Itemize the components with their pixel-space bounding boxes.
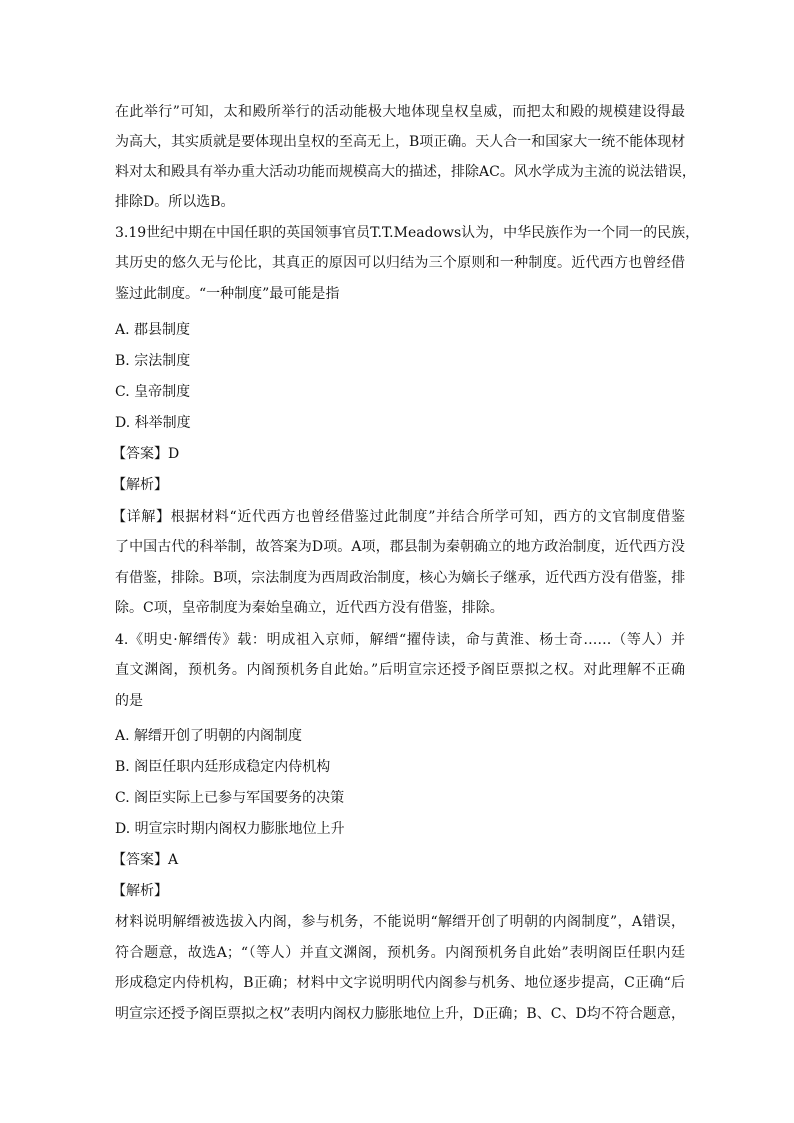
q4-stem-line-2: 直文渊阁，预机务。内阁预机务自此始。”后明宣宗还授予阁臣票拟之权。对此理解不正确 bbox=[115, 662, 685, 678]
q3-option-b: B. 宗法制度 bbox=[115, 353, 191, 369]
q3-analysis-label: 【解析】 bbox=[112, 477, 168, 493]
q2-analysis-line-3: 料对太和殿具有举办重大活动功能而规模高大的描述，排除AC。风水学成为主流的说法错误， bbox=[115, 164, 696, 180]
q3-analysis-line-4: 除。C项，皇帝制度为秦始皇确立，近代西方没有借鉴，排除。 bbox=[115, 600, 504, 616]
q4-stem-line-1: 4.《明史·解缙传》载：明成祖入京师，解缙“擢侍读，命与黄淮、杨士奇……（等人）并 bbox=[115, 632, 685, 648]
q3-stem-line-1: 3.19世纪中期在中国任职的英国领事官员T.T.Meadows认为，中华民族作为一个同一的民族， bbox=[115, 225, 700, 241]
q4-option-a: A. 解缙开创了明朝的内阁制度 bbox=[115, 728, 303, 744]
q4-option-b: B. 阁臣任职内廷形成稳定内侍机构 bbox=[115, 759, 331, 775]
q3-option-c: C. 皇帝制度 bbox=[115, 384, 191, 400]
q3-analysis-line-1: 【详解】根据材料“近代西方也曾经借鉴过此制度”并结合所学可知，西方的文官制度借鉴 bbox=[112, 509, 685, 525]
q4-analysis-line-3: 形成稳定内侍机构，B正确；材料中文字说明明代内阁参与机务、地位逐步提高，C正确“后 bbox=[115, 975, 685, 991]
q4-answer: 【答案】A bbox=[112, 852, 179, 868]
q3-answer: 【答案】D bbox=[112, 446, 180, 462]
q4-analysis-line-1: 材料说明解缙被选拔入内阁，参与机务，不能说明“解缙开创了明朝的内阁制度”，A错误， bbox=[115, 914, 685, 930]
q4-analysis-line-4: 明宣宗还授予阁臣票拟之权”表明内阁权力膨胀地位上升，D正确；B、C、D均不符合题意， bbox=[115, 1006, 685, 1022]
q2-analysis-line-4: 排除D。所以选B。 bbox=[115, 194, 235, 210]
q4-option-d: D. 明宣宗时期内阁权力膨胀地位上升 bbox=[115, 821, 345, 837]
q3-analysis-line-2: 了中国古代的科举制，故答案为D项。A项，郡县制为秦朝确立的地方政治制度，近代西方没 bbox=[115, 539, 685, 555]
q4-analysis-label: 【解析】 bbox=[112, 883, 168, 899]
q3-option-d: D. 科举制度 bbox=[115, 415, 191, 431]
q4-analysis-line-2: 符合题意，故选A；“（等人）并直文渊阁，预机务。内阁预机务自此始”表明阁臣任职内廷 bbox=[115, 945, 685, 961]
q4-option-c: C. 阁臣实际上已参与军国要务的决策 bbox=[115, 790, 345, 806]
q4-stem-line-3: 的是 bbox=[115, 693, 143, 709]
q2-analysis-line-1: 在此举行”可知，太和殿所举行的活动能极大地体现皇权皇威，而把太和殿的规模建设得最 bbox=[115, 104, 685, 120]
q3-analysis-line-3: 有借鉴，排除。B项，宗法制度为西周政治制度，核心为嫡长子继承，近代西方没有借鉴，排 bbox=[115, 570, 686, 586]
q3-stem-line-2: 其历史的悠久无与伦比，其真正的原因可以归结为三个原则和一种制度。近代西方也曾经借 bbox=[115, 255, 685, 271]
q2-analysis-line-2: 为高大，其实质就是要体现出皇权的至高无上，B项正确。天人合一和国家大一统不能体现材 bbox=[115, 134, 686, 150]
q3-stem-line-3: 鉴过此制度。“一种制度”最可能是指 bbox=[115, 286, 340, 302]
q3-option-a: A. 郡县制度 bbox=[115, 322, 191, 338]
